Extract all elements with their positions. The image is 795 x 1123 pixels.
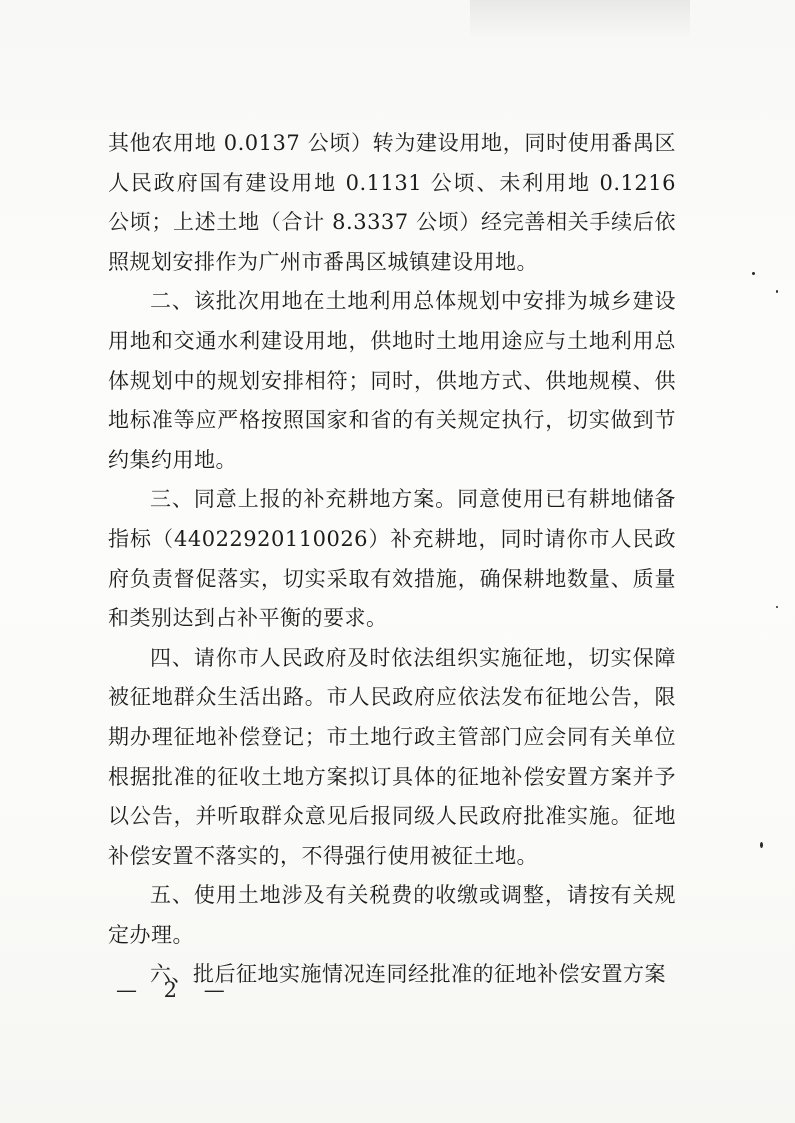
paragraph-5: 五、使用土地涉及有关税费的收缴或调整，请按有关规定办理。 bbox=[108, 883, 676, 947]
scan-speck bbox=[752, 272, 755, 275]
paragraph-6: 六、批后征地实施情况连同经批准的征地补偿安置方案 bbox=[150, 962, 666, 987]
paragraph-2: 二、该批次用地在土地利用总体规划中安排为城乡建设用地和交通水利建设用地，供地时土地用途应与土地利用总体规划中的规划安排相符；同时，供地方式、供地规模、供地标准等应严格按照国家和省的有关规定执行，切实做到节约集约用地。 bbox=[108, 289, 676, 472]
paragraph-4: 四、请你市人民政府及时依法组织实施征地，切实保障被征地群众生活出路。市人民政府应依法发布征地公告，限期办理征地补偿登记；市土地行政主管部门应会同有关单位根据批准的征收土地方案拟订具体的征地补偿安置方案并予以公告，并听取群众意见后报同级人民政府批准实施。征地补偿安置不落实的，不得强行使用被征土地。 bbox=[108, 645, 676, 868]
document-body bbox=[108, 124, 676, 995]
paragraph-continuation: 其他农用地 0.0137 公顷）转为建设用地，同时使用番禺区人民政府国有建设用地 0.1131 公顷、未利用地 0.1216 公顷；上述土地（合计 8.3337 公顷）经完善相关手续后依照规划安排作为广州市番禺区城镇建设用地。 bbox=[108, 131, 676, 274]
scan-shadow bbox=[470, 0, 690, 40]
scan-speck bbox=[776, 606, 778, 608]
scan-speck bbox=[760, 842, 763, 848]
scan-speck bbox=[776, 290, 778, 293]
paragraph-3: 三、同意上报的补充耕地方案。同意使用已有耕地储备指标（44022920110026）补充耕地，同时请你市人民政府负责督促落实，切实采取有效措施，确保耕地数量、质量和类别达到占补平衡的要求。 bbox=[108, 487, 676, 631]
page-number: — 2 — bbox=[116, 978, 235, 1002]
